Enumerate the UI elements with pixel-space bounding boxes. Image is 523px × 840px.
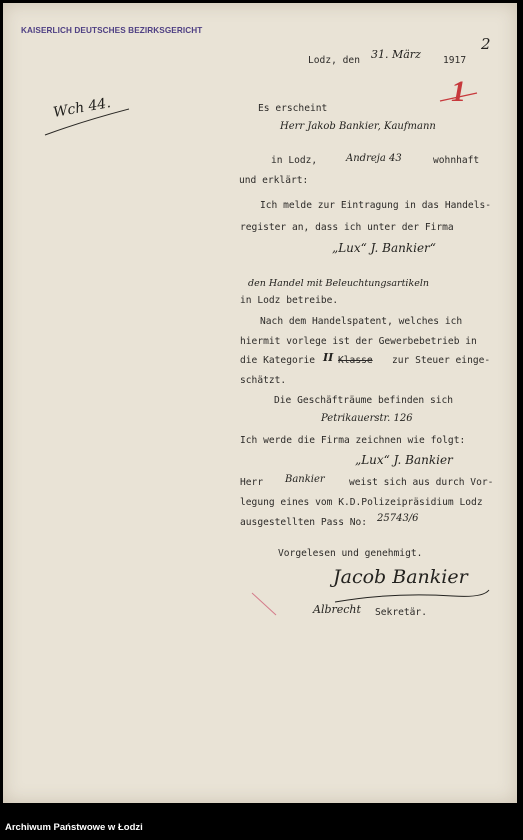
location: Petrikauerstr. 126 [321,413,413,424]
para1-line1: Ich melde zur Eintragung in das Handels- [260,200,492,211]
trade-line: den Handel mit Beleuchtungsartikeln [248,278,429,289]
para2-line4: schätzt. [240,375,287,386]
para4: Ich werde die Firma zeichnen wie folgt: [240,435,466,446]
signature: Jacob Bankier [333,566,468,588]
archive-footer: Archiwum Państwowe w Łodzi [5,822,143,833]
red-mark: 1 [451,75,466,108]
line-wohnhaft: wohnhaft [433,155,480,166]
secretary-signature: Albrecht [313,603,361,616]
margin-note-underline [43,109,133,139]
pink-mark [250,591,280,621]
firm-signature: „Lux“ J. Bankier [355,453,453,467]
para5-line2: legung eines vom K.D.Polizeipräsidium Lodz [240,497,483,508]
para2-line3a: die Kategorie [240,355,316,366]
line-es-erscheint: Es erscheint [258,103,328,114]
document-page [3,3,517,803]
para2-line1: Nach dem Handelspatent, welches ich [260,316,463,327]
read-and-approved: Vorgelesen und genehmigt. [278,548,423,559]
address: Andreja 43 [346,153,402,164]
para5-line1b: weist sich aus durch Vor- [349,477,494,488]
para3: Die Geschäfträume befinden sich [274,395,454,406]
person-name: Herr Jakob Bankier, Kaufmann [280,121,436,132]
line-in-lodz: in Lodz, [271,155,318,166]
para2-line3b: zur Steuer einge- [392,355,491,366]
margin-note: Wch 44. [52,95,112,121]
red-mark-stroke [439,91,479,105]
secretary-label: Sekretär. [375,607,427,618]
court-stamp: KAISERLICH DEUTSCHES BEZIRKSGERICHT [21,26,203,35]
para2-line2: hiermit vorlege ist der Gewerbebetrieb in [240,336,477,347]
header-place: Lodz, den [308,55,360,66]
pass-number: 25743/6 [377,513,419,524]
line-und-erklaert: und erklärt: [239,175,309,186]
para5-line3: ausgestellten Pass No: [240,517,368,528]
header-year: 1917 [443,55,467,66]
page-number: 2 [481,35,491,53]
line-in-lodz-betreibe: in Lodz betreibe. [240,295,339,306]
firm-name: „Lux“ J. Bankier“ [332,241,436,255]
para5-line1a: Herr [240,477,264,488]
para5-name: Bankier [285,474,325,485]
struck-klasse: Klasse [338,355,373,366]
header-date: 31. März [371,48,421,61]
para1-line2: register an, dass ich unter der Firma [240,222,454,233]
category-number: II [323,351,334,364]
